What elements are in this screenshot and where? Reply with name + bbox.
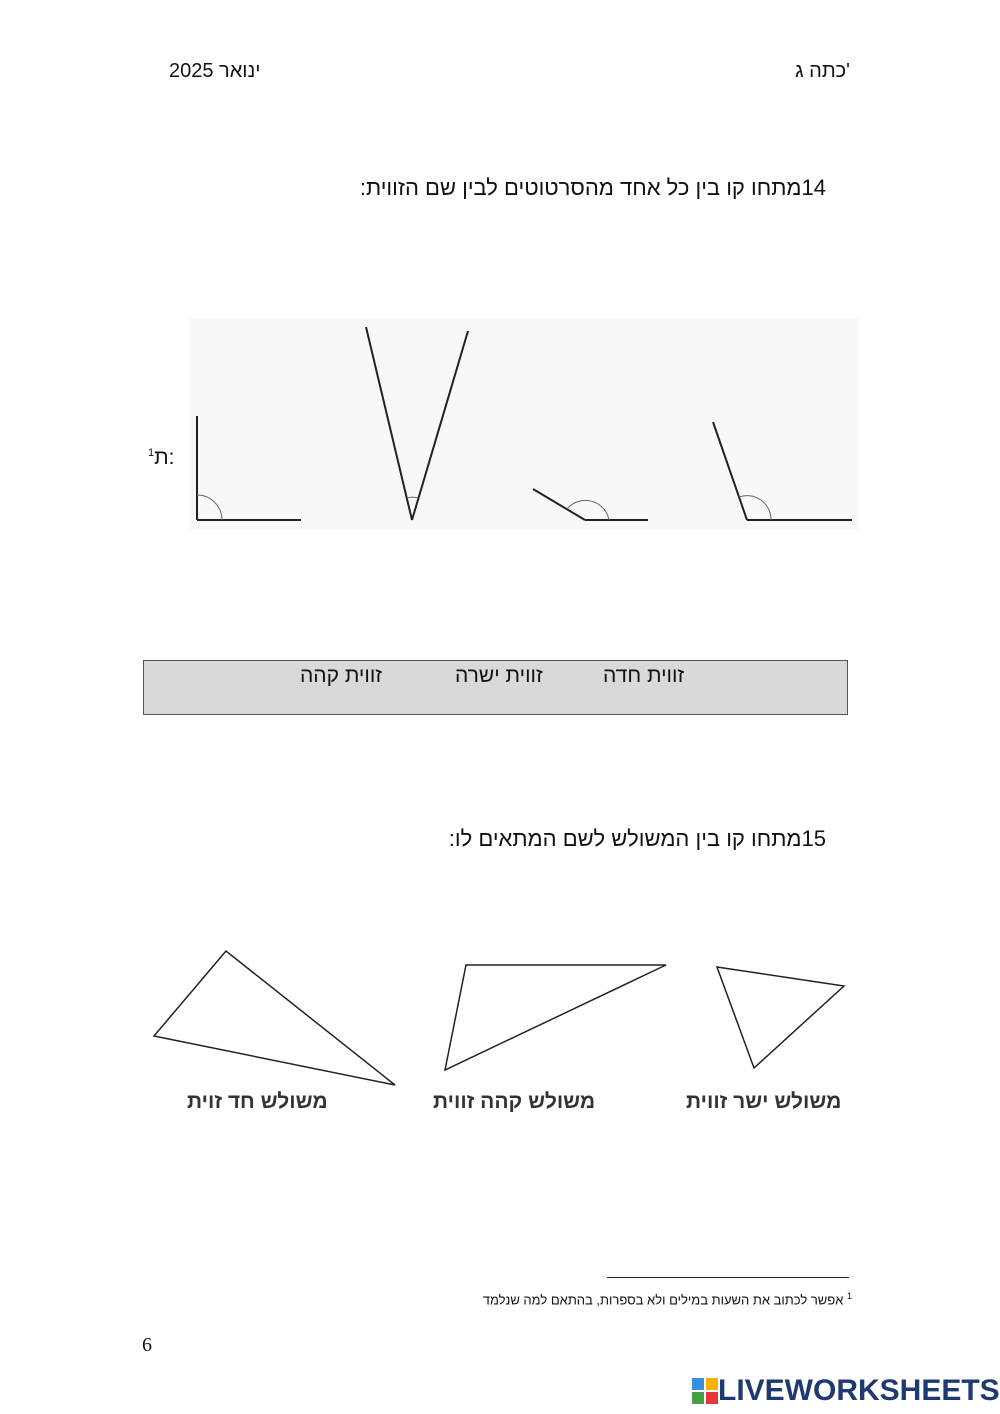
clipped-text-fragment: ת:: [154, 446, 175, 469]
option-acute-angle[interactable]: זווית חדה: [603, 664, 685, 687]
question-14-number: 14: [801, 175, 826, 200]
footnote-text: אפשר לכתוב את השעות במילים ולא בספרות, בהתאם למה שנלמד: [482, 1292, 844, 1308]
footnote-separator: [607, 1277, 849, 1278]
option-right-angle[interactable]: זווית ישרה: [455, 664, 543, 687]
triangle-right: [717, 967, 844, 1068]
footnote-mark: 1: [846, 1291, 852, 1301]
date-label: ינואר 2025: [169, 60, 261, 82]
question-15-text: מתחו קו בין המשולש לשם המתאים לו:: [448, 826, 802, 851]
footnote: [483, 1291, 852, 1307]
label-acute-triangle[interactable]: משולש חד זוית: [187, 1090, 328, 1113]
brand-name: LIVEWORKSHEETS: [718, 1374, 1000, 1407]
label-right-triangle[interactable]: משולש ישר זווית: [686, 1090, 842, 1113]
triangle-left: [154, 951, 395, 1085]
liveworksheets-logo-icon: [692, 1378, 718, 1404]
class-label: כתה ג': [795, 60, 850, 82]
option-obtuse-angle[interactable]: זווית קהה: [300, 664, 383, 687]
triangle-middle: [445, 965, 666, 1070]
clipped-footnote-mark: 1: [148, 447, 155, 459]
question-15-number: 15: [801, 826, 826, 851]
page-number: 6: [142, 1334, 152, 1356]
label-obtuse-triangle[interactable]: משולש קהה זווית: [433, 1090, 596, 1113]
brand-logo: [692, 1374, 1000, 1408]
question-14-text: מתחו קו בין כל אחד מהסרטוטים לבין שם הזווית:: [359, 175, 802, 200]
